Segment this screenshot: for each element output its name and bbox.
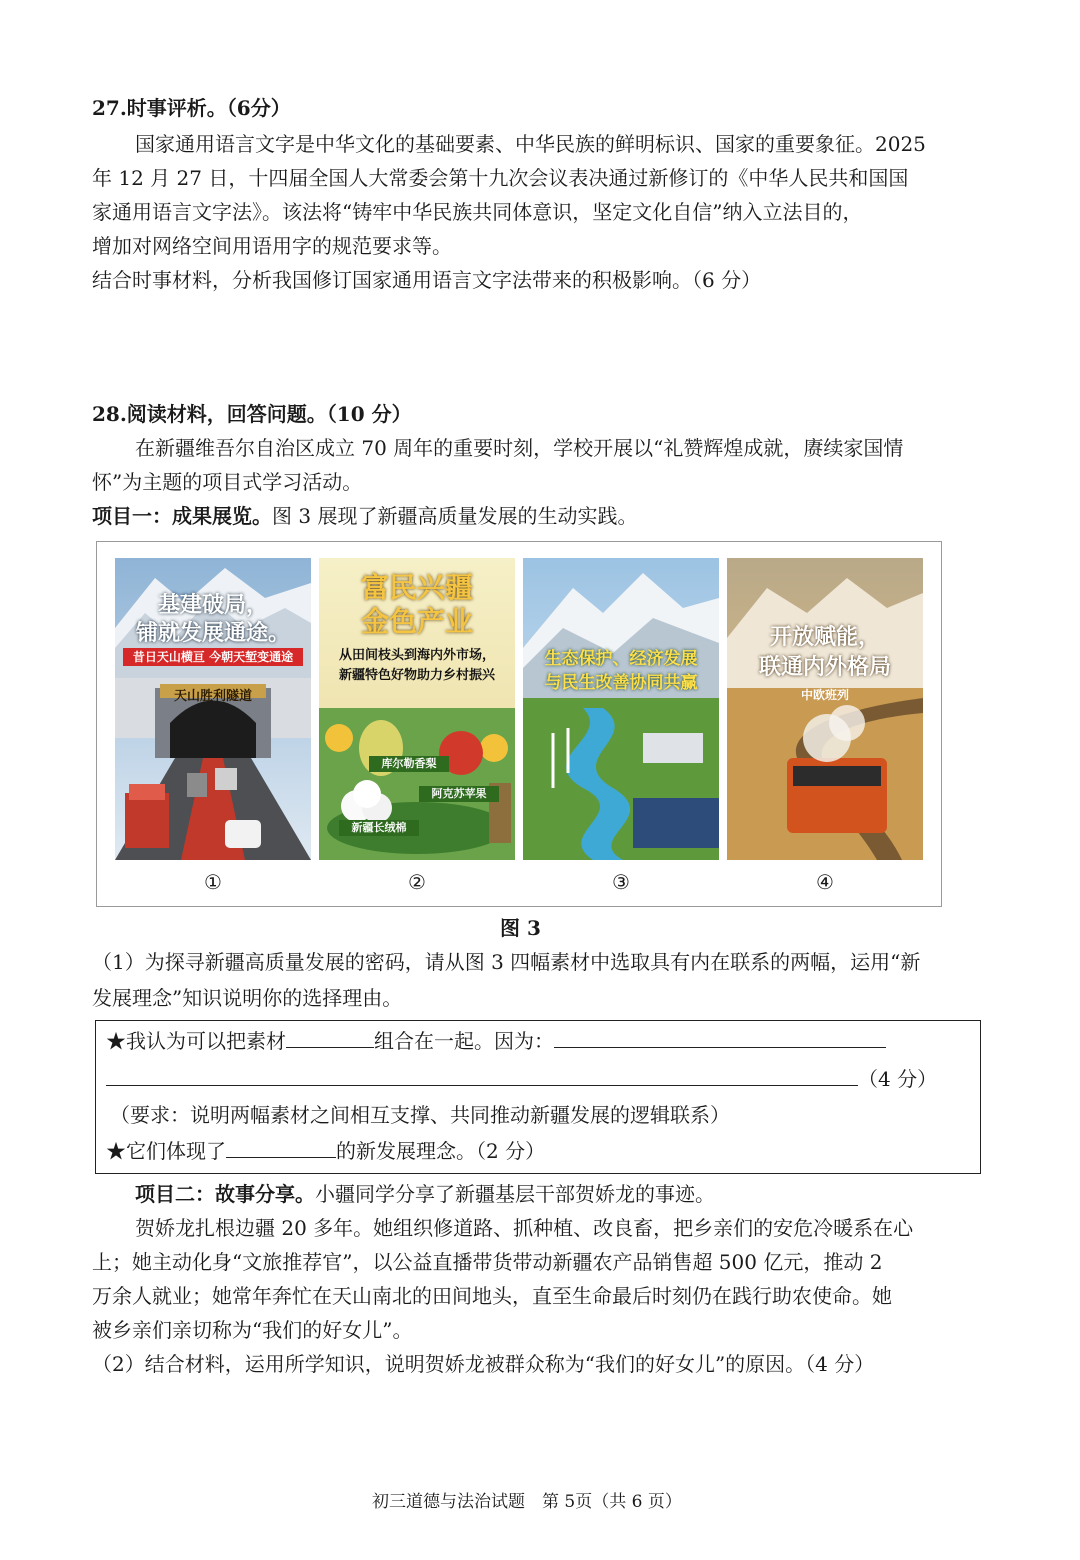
answer-row-4-suffix: 的新发展理念。（2 分） (336, 1139, 546, 1163)
panel-4-headline-1: 开放赋能， (769, 625, 880, 650)
figure-panel-3 (523, 558, 719, 860)
q28-intro-1: 在新疆维吾尔自治区成立 70 周年的重要时刻，学校开展以“礼赞辉煌成就，赓续家国情 (135, 436, 904, 460)
figure-panel-2 (319, 558, 515, 860)
reason-blank-2[interactable] (106, 1063, 858, 1086)
panel-1-banner: 昔日天山横亘 今朝天堑变通途 (123, 648, 303, 666)
q28-intro-2: 怀”为主题的项目式学习活动。 (92, 470, 363, 494)
figure-panel-1 (115, 558, 311, 860)
q27-line-3: 家通用语言文字法》。该法将“铸牢中华民族共同体意识，坚定文化自信”纳入立法目的， (92, 200, 863, 224)
q27-line-4: 增加对网络空间用语用字的规范要求等。 (92, 234, 452, 258)
ecology-image (523, 558, 719, 860)
panel-3-number: ③ (612, 870, 630, 894)
figure-caption: 图 3 (500, 916, 541, 940)
q27-line-1: 国家通用语言文字是中华文化的基础要素、中华民族的鲜明标识、国家的重要象征。2025 (135, 132, 926, 156)
page-footer: 初三道德与法治试题 第 5页（共 6 页） (372, 1492, 682, 1512)
story-line-1: 贺娇龙扎根边疆 20 多年。她组织修道路、抓种植、改良畜，把乡亲们的安危冷暖系在心 (135, 1216, 914, 1240)
panel-2-headline-1: 富民兴疆 (360, 571, 473, 604)
q28-sub1-line-1: （1）为探寻新疆高质量发展的密码，请从图 3 四幅素材中选取具有内在联系的两幅，运用“新 (92, 950, 921, 974)
panel-4-number: ④ (816, 870, 834, 894)
panel-1-headline-1: 基建破局， (157, 593, 268, 618)
panel-3-headline-2: 与民生改善协同共赢 (544, 673, 698, 693)
figure-3 (96, 541, 942, 907)
answer-row-4-prefix: ★它们体现了 (106, 1139, 226, 1163)
panel-4-sub: 中欧班列 (800, 688, 849, 702)
q27-title: 27.时事评析。（6分） (92, 96, 291, 120)
project2-line (135, 1178, 715, 1210)
panel-2-tag-cotton: 新疆长绒棉 (339, 820, 419, 836)
panel-3-headline-1: 生态保护、经济发展 (544, 649, 698, 669)
answer-row-2 (106, 1063, 937, 1095)
answer-row-1-middle: 组合在一起。因为： (374, 1029, 554, 1053)
q27-question: 结合时事材料，分析我国修订国家通用语言文字法带来的积极影响。（6 分） (92, 268, 762, 292)
answer-requirement: （要求：说明两幅素材之间相互支撑、共同推动新疆发展的逻辑联系） (110, 1103, 730, 1127)
story-line-3: 万余人就业；她常年奔忙在天山南北的田间地头，直至生命最后时刻仍在践行助农使命。她 (92, 1284, 892, 1308)
answer-row-4 (106, 1135, 545, 1167)
panel-2-sub-2: 新疆特色好物助力乡村振兴 (338, 668, 495, 683)
panel-2-tag-apple: 阿克苏苹果 (419, 786, 499, 802)
answer-row-1 (106, 1025, 886, 1057)
answer-row-1-prefix: ★我认为可以把素材 (106, 1029, 286, 1053)
answer-row-2-score: （4 分） (858, 1067, 938, 1091)
panel-2-number: ② (408, 870, 426, 894)
project1-text: 图 3 展现了新疆高质量发展的生动实践。 (272, 504, 638, 528)
material-blank[interactable] (286, 1025, 374, 1048)
panel-4-headline-2: 联通内外格局 (758, 655, 891, 680)
project2-text: 小疆同学分享了新疆基层干部贺娇龙的事迹。 (315, 1182, 715, 1206)
panel-2-headline-2: 金色产业 (360, 605, 473, 638)
q28-title: 28.阅读材料，回答问题。（10 分） (92, 402, 412, 426)
story-line-4: 被乡亲们亲切称为“我们的好女儿”。 (92, 1318, 413, 1342)
concept-blank[interactable] (226, 1135, 336, 1158)
answer-box (95, 1020, 981, 1174)
panel-1-sign: 天山胜利隧道 (173, 689, 252, 704)
panel-1-headline-2: 铺就发展通途。 (135, 621, 290, 646)
q28-sub2: （2）结合材料，运用所学知识，说明贺娇龙被群众称为“我们的好女儿”的原因。（4 分） (92, 1352, 875, 1376)
reason-blank-1[interactable] (554, 1025, 886, 1048)
project1-line (92, 500, 637, 532)
q28-sub1-line-2: 发展理念”知识说明你的选择理由。 (92, 986, 403, 1010)
project1-label: 项目一：成果展览。 (92, 504, 272, 528)
story-line-2: 上；她主动化身“文旅推荐官”，以公益直播带货带动新疆农产品销售超 500 亿元，推动 2 (92, 1250, 883, 1274)
panel-2-sub-1: 从田间枝头到海内外市场， (338, 648, 495, 663)
panel-1-number: ① (204, 870, 222, 894)
figure-panel-4 (727, 558, 923, 860)
q27-line-2: 年 12 月 27 日，十四届全国人大常委会第十九次会议表决通过新修订的《中华人民共和国国 (92, 166, 909, 190)
panel-2-tag-pear: 库尔勒香梨 (369, 756, 449, 772)
project2-label: 项目二：故事分享。 (135, 1182, 315, 1206)
train-image (727, 558, 923, 860)
